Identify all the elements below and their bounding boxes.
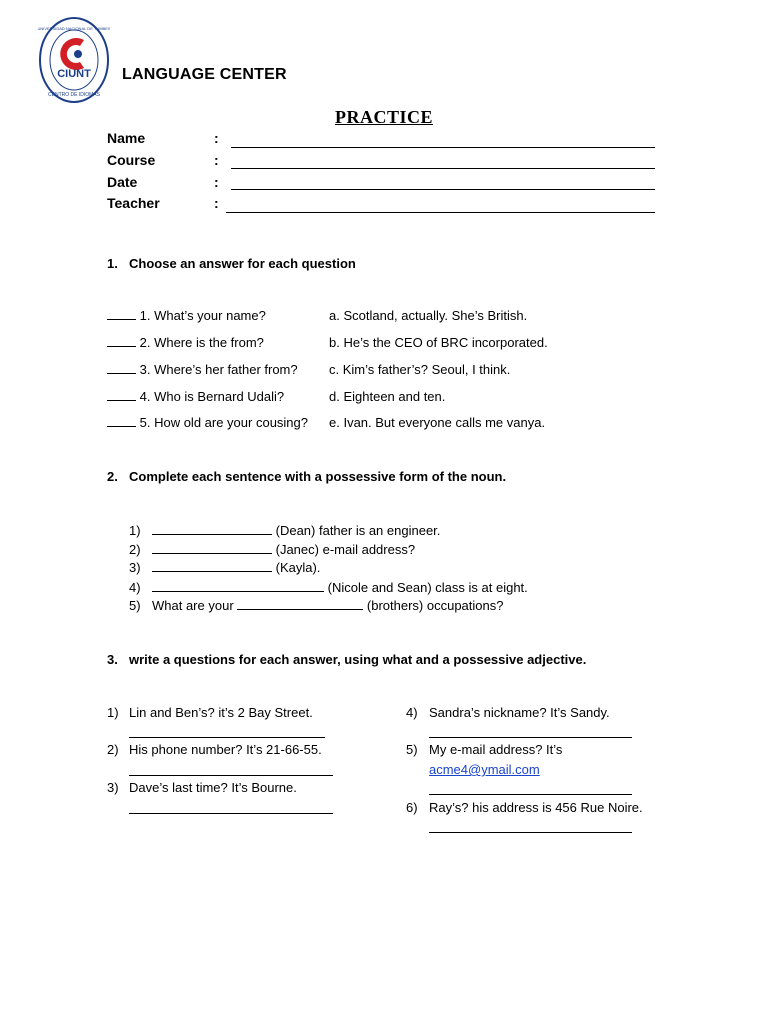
answer-item-text: Lin and Ben’s? it’s 2 Bay Street. xyxy=(129,705,313,720)
write-question-line[interactable] xyxy=(429,794,632,795)
section3-heading xyxy=(107,652,586,667)
matching-answer: c. Kim’s father’s? Seoul, I think. xyxy=(329,362,511,377)
field-colon: : xyxy=(214,195,219,211)
logo-ring-top: UNIVERSIDAD NACIONAL DE TUMBES xyxy=(38,26,110,31)
field-label-name: Name xyxy=(107,130,146,146)
fill-blank[interactable] xyxy=(237,598,363,610)
sentence-text: (Kayla). xyxy=(275,560,321,575)
write-question-line[interactable] xyxy=(129,737,325,738)
item-number: 2) xyxy=(129,542,141,557)
answer-item-number: 2) xyxy=(107,742,119,757)
answer-item-number: 4) xyxy=(406,705,418,720)
university-logo xyxy=(38,16,110,104)
question-text: 4. Who is Bernard Udali? xyxy=(139,389,285,404)
practice-title-text: PRACTICE xyxy=(334,107,433,127)
sentence-body xyxy=(152,523,440,538)
question-text: 2. Where is the from? xyxy=(139,335,264,350)
write-question-line[interactable] xyxy=(129,775,333,776)
matching-answer: e. Ivan. But everyone calls me vanya. xyxy=(329,415,546,430)
sentence-text: (brothers) occupations? xyxy=(366,598,504,613)
sentence-body xyxy=(152,560,320,575)
sentence-body xyxy=(152,542,415,557)
section2-heading xyxy=(107,469,506,484)
item-number: 1) xyxy=(129,523,141,538)
field-colon: : xyxy=(214,174,219,190)
item-number: 5) xyxy=(129,598,141,613)
teacher-line[interactable] xyxy=(226,212,655,213)
section3-number: 3. xyxy=(107,652,118,667)
sentence-item xyxy=(129,542,141,557)
matching-answer: b. He’s the CEO of BRC incorporated. xyxy=(329,335,548,350)
language-center-title: LANGUAGE CENTER xyxy=(122,66,287,83)
sentence-text: (Nicole and Sean) class is at eight. xyxy=(327,580,528,595)
answer-blank[interactable] xyxy=(107,415,136,427)
answer-blank[interactable] xyxy=(107,335,136,347)
matching-question xyxy=(107,362,298,377)
write-question-line[interactable] xyxy=(129,813,333,814)
item-number: 3) xyxy=(129,560,141,575)
answer-item-text: Dave’s last time? It’s Bourne. xyxy=(129,780,297,795)
answer-item-text: My e-mail address? It’s xyxy=(429,742,563,757)
answer-item-text: His phone number? It’s 21-66-55. xyxy=(129,742,322,757)
answer-blank[interactable] xyxy=(107,308,136,320)
question-text: 5. How old are your cousing? xyxy=(139,415,308,430)
answer-blank[interactable] xyxy=(107,362,136,374)
field-label-teacher: Teacher xyxy=(107,195,160,211)
sentence-prefix: What are your xyxy=(152,598,234,613)
field-label-date: Date xyxy=(107,174,138,190)
answer-item-number: 6) xyxy=(406,800,418,815)
matching-question xyxy=(107,335,264,350)
fill-blank[interactable] xyxy=(152,523,272,535)
matching-question xyxy=(107,389,284,404)
sentence-item xyxy=(129,580,141,595)
matching-question xyxy=(107,308,266,323)
section1-heading xyxy=(107,256,356,271)
course-line[interactable] xyxy=(231,168,655,169)
sentence-item xyxy=(129,598,141,613)
matching-answer: d. Eighteen and ten. xyxy=(329,389,446,404)
name-line[interactable] xyxy=(231,147,655,148)
section2-instruction: Complete each sentence with a possessive form of the noun. xyxy=(129,469,507,484)
sentence-text: (Janec) e-mail address? xyxy=(275,542,416,557)
section1-instruction: Choose an answer for each question xyxy=(129,256,356,271)
field-label-course: Course xyxy=(107,152,156,168)
fill-blank[interactable] xyxy=(152,560,272,572)
item-number: 4) xyxy=(129,580,141,595)
date-line[interactable] xyxy=(231,189,655,190)
fill-blank[interactable] xyxy=(152,542,272,554)
field-colon: : xyxy=(214,152,219,168)
sentence-body xyxy=(152,580,528,595)
answer-item-number: 5) xyxy=(406,742,418,757)
section1-number: 1. xyxy=(107,256,118,271)
write-question-line[interactable] xyxy=(429,737,632,738)
answer-blank[interactable] xyxy=(107,389,136,401)
practice-title xyxy=(0,107,768,128)
logo-ring-bottom: CENTRO DE IDIOMAS xyxy=(48,92,100,98)
sentence-item xyxy=(129,523,141,538)
write-question-line[interactable] xyxy=(429,832,632,833)
logo-text: CIUNT xyxy=(57,68,91,80)
field-colon: : xyxy=(214,130,219,146)
sentence-body xyxy=(152,598,503,613)
matching-question xyxy=(107,415,308,430)
matching-answer: a. Scotland, actually. She’s British. xyxy=(329,308,528,323)
question-text: 1. What’s your name? xyxy=(139,308,266,323)
answer-item-text: Sandra’s nickname? It’s Sandy. xyxy=(429,705,610,720)
answer-item-text: Ray’s? his address is 456 Rue Noire. xyxy=(429,800,643,815)
answer-item-number: 1) xyxy=(107,705,119,720)
sentence-item xyxy=(129,560,141,575)
answer-item-number: 3) xyxy=(107,780,119,795)
section3-instruction: write a questions for each answer, using what and a possessive adjective. xyxy=(129,652,587,667)
sentence-text: (Dean) father is an engineer. xyxy=(275,523,441,538)
question-text: 3. Where’s her father from? xyxy=(139,362,298,377)
email-link[interactable]: acme4@ymail.com xyxy=(429,762,540,777)
section2-number: 2. xyxy=(107,469,118,484)
fill-blank[interactable] xyxy=(152,580,324,592)
